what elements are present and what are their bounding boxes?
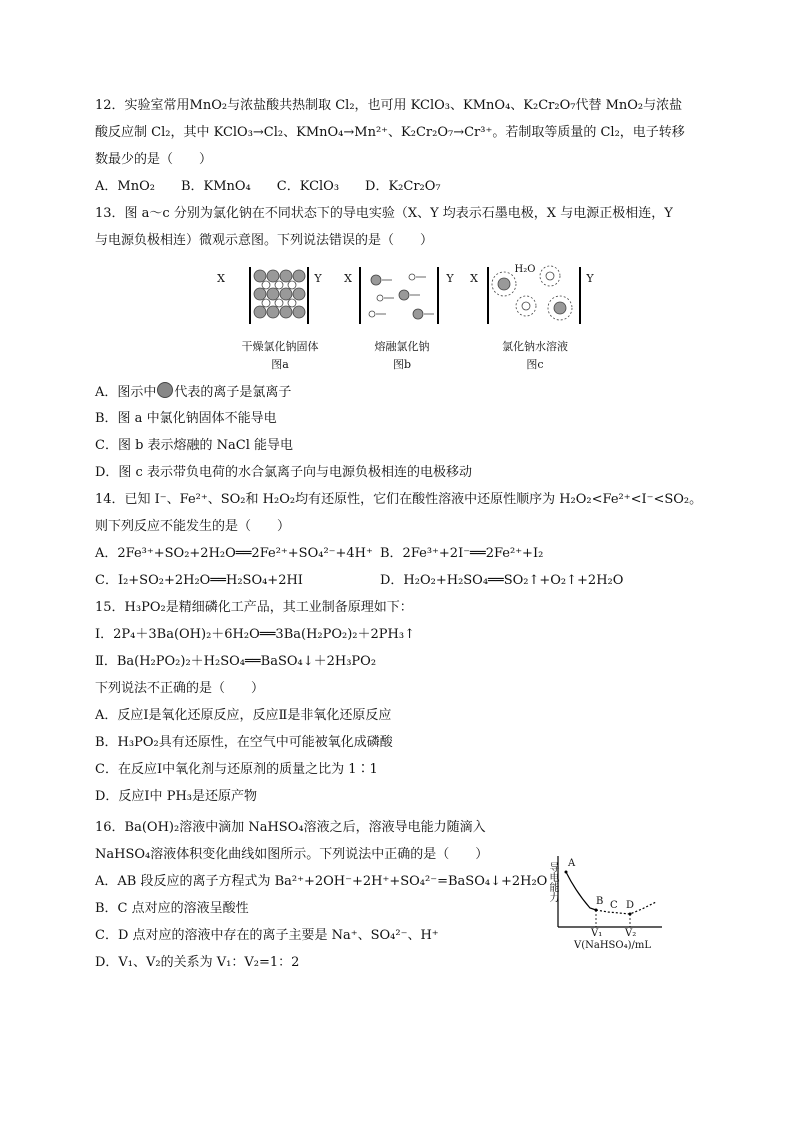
q15-reaction-1: Ⅰ．2P₄＋3Ba(OH)₂＋6H₂O══3Ba(H₂PO₂)₂＋2PH₃↑ xyxy=(95,627,415,642)
figure-a xyxy=(217,262,330,372)
q15-option-c: C．在反应Ⅰ中氧化剂与还原剂的质量之比为 1∶1 xyxy=(95,762,378,777)
q15-option-d: D．反应Ⅰ中 PH₃是还原产物 xyxy=(95,789,257,804)
figure-b-electrode-y: Y xyxy=(446,272,454,285)
large-ion-icon xyxy=(157,382,173,398)
figure-c xyxy=(470,262,594,372)
graph-point-d: D xyxy=(626,900,635,911)
figure-a-caption: 干燥氯化钠固体 xyxy=(241,340,319,353)
q14-option-c: C．I₂+SO₂+2H₂O══H₂SO₄+2HI xyxy=(95,573,303,588)
q14-stem-line1: 14．已知 I⁻、Fe²⁺、SO₂和 H₂O₂均有还原性，它们在酸性溶液中还原性顺序为 H₂O₂<Fe²⁺<I⁻<SO₂。 xyxy=(95,492,703,507)
q13-stem-line1: 13．图 a～c 分别为氯化钠在不同状态下的导电实验（X、Y 均表示石墨电极，X 与电源正极相连，Y xyxy=(95,206,673,221)
figure-b-diagram xyxy=(352,262,452,332)
graph-tick-v1: V₁ xyxy=(591,928,603,939)
q13-option-c: C．图 b 表示熔融的 NaCl 能导电 xyxy=(95,438,294,453)
figure-c-label: 图c xyxy=(526,358,544,371)
graph-x-axis-label: V(NaHSO₄)/mL xyxy=(574,940,652,951)
figure-c-electrode-x: X xyxy=(470,272,478,285)
figure-a-electrode-x: X xyxy=(217,272,225,285)
q16-option-a: A．AB 段反应的离子方程式为 Ba²⁺+2OH⁻+2H⁺+SO₄²⁻=BaSO₄↓+2H₂O xyxy=(95,874,548,889)
q13-option-b: B．图 a 中氯化钠固体不能导电 xyxy=(95,411,277,426)
q14-option-d: D．H₂O₂+H₂SO₄══SO₂↑+O₂↑+2H₂O xyxy=(380,573,624,588)
conductivity-graph xyxy=(546,852,666,952)
q12-options: A．MnO₂ B．KMnO₄ C．KClO₃ D．K₂Cr₂O₇ xyxy=(95,179,441,194)
q13-stem-line2: 与电源负极相连）微观示意图。下列说法错误的是（ ） xyxy=(95,233,434,248)
q12-stem-line2: 酸反应制 Cl₂，其中 KClO₃→Cl₂、KMnO₄→Mn²⁺、K₂Cr₂O₇→Cr³⁺。若制取等质量的 Cl₂，电子转移 xyxy=(95,125,685,140)
q12-stem-line3: 数最少的是（ ） xyxy=(95,152,213,167)
q13-option-a-prefix: A．图示中 xyxy=(95,385,157,400)
q12-stem-line1: 12．实验室常用MnO₂与浓盐酸共热制取 Cl₂，也可用 KClO₃、KMnO₄、K₂Cr₂O₇代替 MnO₂与浓盐 xyxy=(95,98,683,113)
q15-reaction-2: Ⅱ．Ba(H₂PO₂)₂＋H₂SO₄══BaSO₄↓＋2H₃PO₂ xyxy=(95,654,377,669)
q16-stem-line1: 16．Ba(OH)₂溶液中滴加 NaHSO₄溶液之后，溶液导电能力随滴入 xyxy=(95,820,486,835)
q13-option-a-suffix: 代表的离子是氯离子 xyxy=(174,385,292,400)
figure-a-label: 图a xyxy=(271,358,289,371)
q14-stem-line2: 则下列反应不能发生的是（ ） xyxy=(95,519,291,534)
q15-option-b: B．H₃PO₂具有还原性，在空气中可能被氧化成磷酸 xyxy=(95,735,393,750)
q13-option-d: D．图 c 表示带负电荷的水合氯离子向与电源负极相连的电极移动 xyxy=(95,465,472,480)
conductivity-graph-plot xyxy=(546,852,666,942)
q15-option-a: A．反应Ⅰ是氧化还原反应，反应Ⅱ是非氧化还原反应 xyxy=(95,708,392,723)
q16-option-d: D．V₁、V₂的关系为 V₁：V₂=1：2 xyxy=(95,955,300,970)
figure-b xyxy=(344,262,454,372)
figure-b-label: 图b xyxy=(392,358,412,371)
q14-option-b: B．2Fe³⁺+2I⁻══2Fe²⁺+I₂ xyxy=(380,546,544,561)
figure-c-caption: 氯化钠水溶液 xyxy=(502,340,568,353)
figure-c-electrode-y: Y xyxy=(586,272,594,285)
figure-b-caption: 熔融氯化钠 xyxy=(374,340,430,353)
q16-stem-line2: NaHSO₄溶液体积变化曲线如图所示。下列说法中正确的是（ ） xyxy=(95,847,489,862)
graph-y-axis-label: 导电能力 xyxy=(547,862,558,902)
graph-point-a: A xyxy=(568,858,576,869)
q14-option-a: A．2Fe³⁺+SO₂+2H₂O══2Fe²⁺+SO₄²⁻+4H⁺ xyxy=(95,546,373,561)
q15-stem-line1: 15．H₃PO₂是精细磷化工产品，其工业制备原理如下： xyxy=(95,600,413,615)
q15-ask: 下列说法不正确的是（ ） xyxy=(95,681,265,696)
q16-option-c: C．D 点对应的溶液中存在的离子主要是 Na⁺、SO₄²⁻、H⁺ xyxy=(95,928,439,943)
figure-b-electrode-x: X xyxy=(344,272,352,285)
figure-a-electrode-y: Y xyxy=(314,272,322,285)
graph-point-c: C xyxy=(610,900,618,911)
figure-c-water-label: H₂O xyxy=(514,264,536,275)
q13-option-a xyxy=(95,382,291,403)
q16-option-b: B．C 点对应的溶液呈酸性 xyxy=(95,901,249,916)
graph-point-b: B xyxy=(596,896,604,907)
graph-tick-v2: V₂ xyxy=(625,928,637,939)
